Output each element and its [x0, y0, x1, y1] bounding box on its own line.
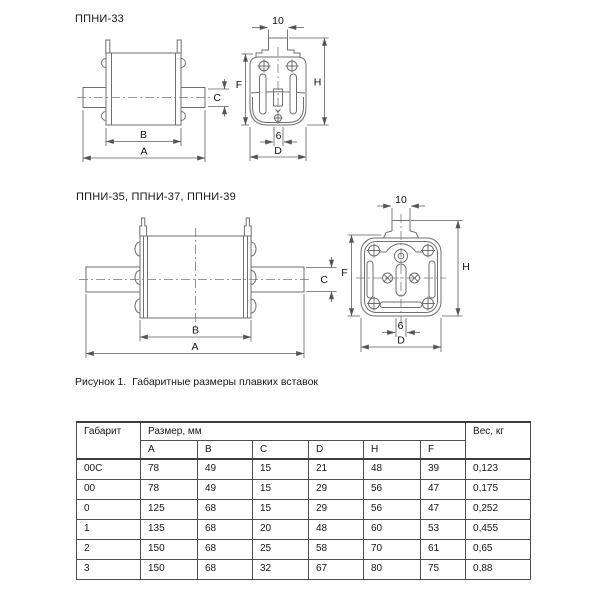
cell-a: 125 [141, 499, 198, 519]
col-header-h: H [364, 440, 421, 459]
cell-a: 78 [141, 459, 198, 479]
cell-a: 78 [141, 479, 198, 499]
cell-b: 68 [198, 559, 253, 579]
cell-weight: 0,88 [466, 559, 531, 579]
cell-f: 61 [421, 539, 466, 559]
cell-d: 67 [309, 559, 364, 579]
dim-label-c: C [213, 92, 221, 104]
dim-label-10: 10 [395, 194, 407, 206]
cell-gabarit: 00 [77, 479, 141, 499]
dim-label-a: A [140, 145, 148, 158]
striker-pin [140, 218, 147, 236]
cell-b: 49 [198, 479, 253, 499]
cell-d: 29 [309, 479, 364, 499]
dim-label-b: B [191, 324, 200, 337]
ppni33-side-view-drawing [58, 36, 250, 164]
cell-f: 47 [421, 479, 466, 499]
cell-gabarit: 00C [77, 459, 141, 479]
cell-weight: 0,175 [466, 479, 531, 499]
col-header-d: D [309, 440, 364, 459]
dim-label-h: H [462, 261, 470, 273]
cell-d: 48 [309, 519, 364, 539]
cell-f: 39 [421, 459, 466, 479]
cell-f: 53 [421, 519, 466, 539]
dimensions-table [76, 421, 531, 580]
cell-h: 56 [364, 499, 421, 519]
cell-h: 48 [364, 459, 421, 479]
dim-label-a: A [191, 341, 199, 353]
table-row [77, 539, 531, 559]
table-row [77, 559, 531, 579]
cell-f: 75 [421, 559, 466, 579]
cell-weight: 0,123 [466, 459, 531, 479]
cell-h: 70 [364, 539, 421, 559]
cell-weight: 0,455 [466, 519, 531, 539]
col-header-a: A [141, 440, 198, 459]
cell-c: 32 [253, 559, 309, 579]
table-row [77, 459, 531, 479]
dim-label-6: 6 [275, 130, 282, 142]
col-header-c: C [253, 440, 309, 459]
dim-label-6: 6 [397, 320, 404, 332]
cell-c: 15 [253, 499, 309, 519]
figure-title-ppni33: ППНИ-33 [75, 13, 124, 25]
dim-label-d: D [274, 145, 282, 157]
col-header-b: B [198, 440, 253, 459]
cell-d: 21 [309, 459, 364, 479]
cell-c: 15 [253, 479, 309, 499]
cell-weight: 0,252 [466, 499, 531, 519]
table-row [77, 479, 531, 499]
cell-b: 68 [198, 539, 253, 559]
table-row [77, 499, 531, 519]
col-header-weight: Вес, кг [466, 422, 531, 459]
cell-weight: 0,65 [466, 539, 531, 559]
ppni35-front-view-drawing [336, 192, 472, 360]
col-header-size-group: Размер, мм [141, 422, 466, 440]
cell-c: 25 [253, 539, 309, 559]
figure-caption: Рисунок 1. Габаритные размеры плавких вставок [75, 376, 319, 388]
dim-label-b: B [139, 129, 148, 141]
striker-pin [244, 218, 251, 236]
cell-c: 20 [253, 519, 309, 539]
col-header-gabarit: Габарит [77, 422, 141, 459]
cell-gabarit: 2 [77, 539, 141, 559]
cell-h: 60 [364, 519, 421, 539]
cell-h: 80 [364, 559, 421, 579]
cell-a: 135 [141, 519, 198, 539]
fuse-body [106, 53, 181, 125]
cell-gabarit: 3 [77, 559, 141, 579]
cell-f: 47 [421, 499, 466, 519]
cell-a: 150 [141, 559, 198, 579]
dim-label-10: 10 [272, 15, 284, 27]
table-row [77, 519, 531, 539]
cell-gabarit: 0 [77, 499, 141, 519]
cell-b: 49 [198, 459, 253, 479]
cell-b: 68 [198, 499, 253, 519]
ppni33-front-view-drawing [232, 8, 336, 170]
cell-c: 15 [253, 459, 309, 479]
cell-gabarit: 1 [77, 519, 141, 539]
cell-d: 58 [309, 539, 364, 559]
dim-label-f: F [341, 267, 348, 279]
figure-title-ppni35: ППНИ-35, ППНИ-37, ППНИ-39 [76, 191, 236, 203]
ppni35-side-view-drawing [58, 205, 350, 365]
dim-label-d: D [397, 334, 405, 347]
cell-d: 29 [309, 499, 364, 519]
col-header-f: F [421, 440, 466, 459]
dim-label-c: C [320, 274, 328, 286]
cell-b: 68 [198, 519, 253, 539]
dim-label-f: F [235, 79, 243, 91]
cell-h: 56 [364, 479, 421, 499]
cell-a: 150 [141, 539, 198, 559]
dim-label-h: H [313, 76, 322, 89]
